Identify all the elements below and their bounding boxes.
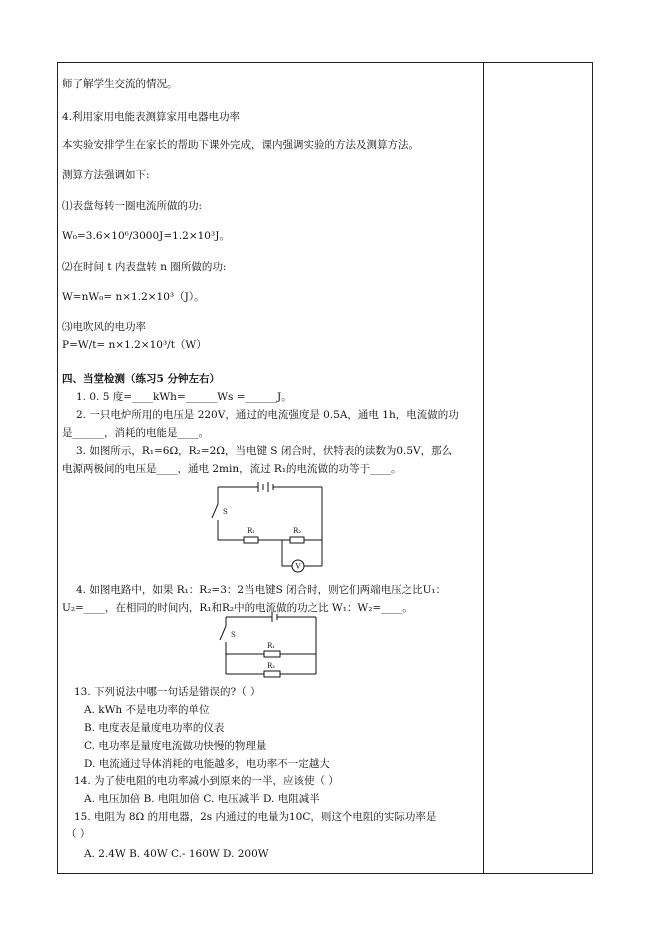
question-13: 13. 下列说法中哪一句话是错误的?（ ） — [74, 686, 261, 698]
options-14: A. 电压加倍 B. 电阻加倍 C. 电压减半 D. 电阻减半 — [84, 793, 320, 805]
resistor-r2 — [264, 671, 280, 677]
switch-blade — [212, 504, 218, 518]
text-line: 师了解学生交流的情况。 — [62, 78, 178, 90]
text-line: 测算方法强调如下: — [62, 169, 150, 181]
r2-label: R₂ — [267, 662, 276, 670]
formula-line: P=W/t= n×1.2×10³/t（W） — [62, 339, 207, 351]
option-13d: D. 电流通过导体消耗的电能越多，电功率不一定越大 — [84, 758, 330, 770]
question-1: 1. 0. 5 度=____kWh=______Ws =______J。 — [76, 391, 292, 403]
formula-line: W₀=3.6×10⁶/3000J=1.2×10³J。 — [62, 230, 230, 242]
resistor-r1 — [264, 651, 280, 657]
option-13b: B. 电度表是量度电功率的仪表 — [84, 722, 225, 734]
question-15: 15. 电阻为 8Ω 的用电器，2s 内通过的电量为10C，则这个电阻的实际功率是 — [74, 811, 437, 823]
option-13c: C. 电功率是量度电流做功快慢的物理量 — [84, 740, 267, 752]
question-3: 3. 如图所示，R₁=6Ω，R₂=2Ω，当电键 S 闭合时，伏特表的读数为0.5V，那么 — [76, 445, 453, 457]
switch-blade — [220, 626, 226, 640]
resistor-r2 — [290, 537, 304, 543]
text-line: 4.利用家用电能表测算家用电器电功率 — [62, 111, 241, 123]
question-4: 4. 如图电路中，如果 R₁：R₂=3：2当电键S 闭合时，则它们两端电压之比U₁： — [76, 584, 447, 596]
circuit-diagram-2 — [218, 612, 324, 680]
question-2: 2. 一只电炉所用的电压是 220V，通过的电流强度是 0.5A，通电 1h，电流做的功 — [76, 409, 459, 421]
question-2-cont: 是______，消耗的电能是____。 — [62, 427, 209, 439]
r2-label: R₂ — [293, 527, 302, 535]
voltmeter-label: V — [295, 562, 301, 571]
text-line: ⑵在时间 t 内表盘转 n 圈所做的功: — [62, 261, 227, 273]
text-line: ⑴表盘每转一圈电流所做的功: — [62, 200, 203, 212]
resistor-r1 — [244, 537, 258, 543]
question-15-cont: （ ） — [66, 828, 91, 840]
r1-label: R₁ — [247, 527, 256, 535]
text-line: ⑶电吹风的电功率 — [62, 321, 146, 333]
question-14: 14. 为了使电阻的电功率减小到原来的一半，应该使（ ） — [74, 775, 339, 787]
formula-line: W=nW₀= n×1.2×10³（J）。 — [62, 291, 205, 303]
table-column-divider — [483, 62, 484, 874]
question-3-cont: 电源两极间的电压是____，通电 2min，流过 R₁的电流做的功等于____。 — [62, 463, 402, 475]
switch-label: S — [223, 508, 228, 516]
circuit-diagram-1 — [210, 482, 330, 574]
switch-label: S — [231, 631, 236, 639]
section-heading: 四、当堂检测（练习5 分钟左右） — [62, 373, 220, 385]
r1-label: R₁ — [267, 642, 276, 650]
text-line: 本实验安排学生在家长的帮助下课外完成，课内强调实验的方法及测算方法。 — [62, 139, 419, 151]
options-15: A. 2.4W B. 40W C.- 160W D. 200W — [84, 848, 269, 860]
question-4-cont: U₂=____，在相同的时间内，R₁和R₂中的电流做的功之比 W₁：W₂=____。 — [62, 602, 413, 614]
option-13a: A. kWh 不是电功率的单位 — [84, 704, 210, 716]
